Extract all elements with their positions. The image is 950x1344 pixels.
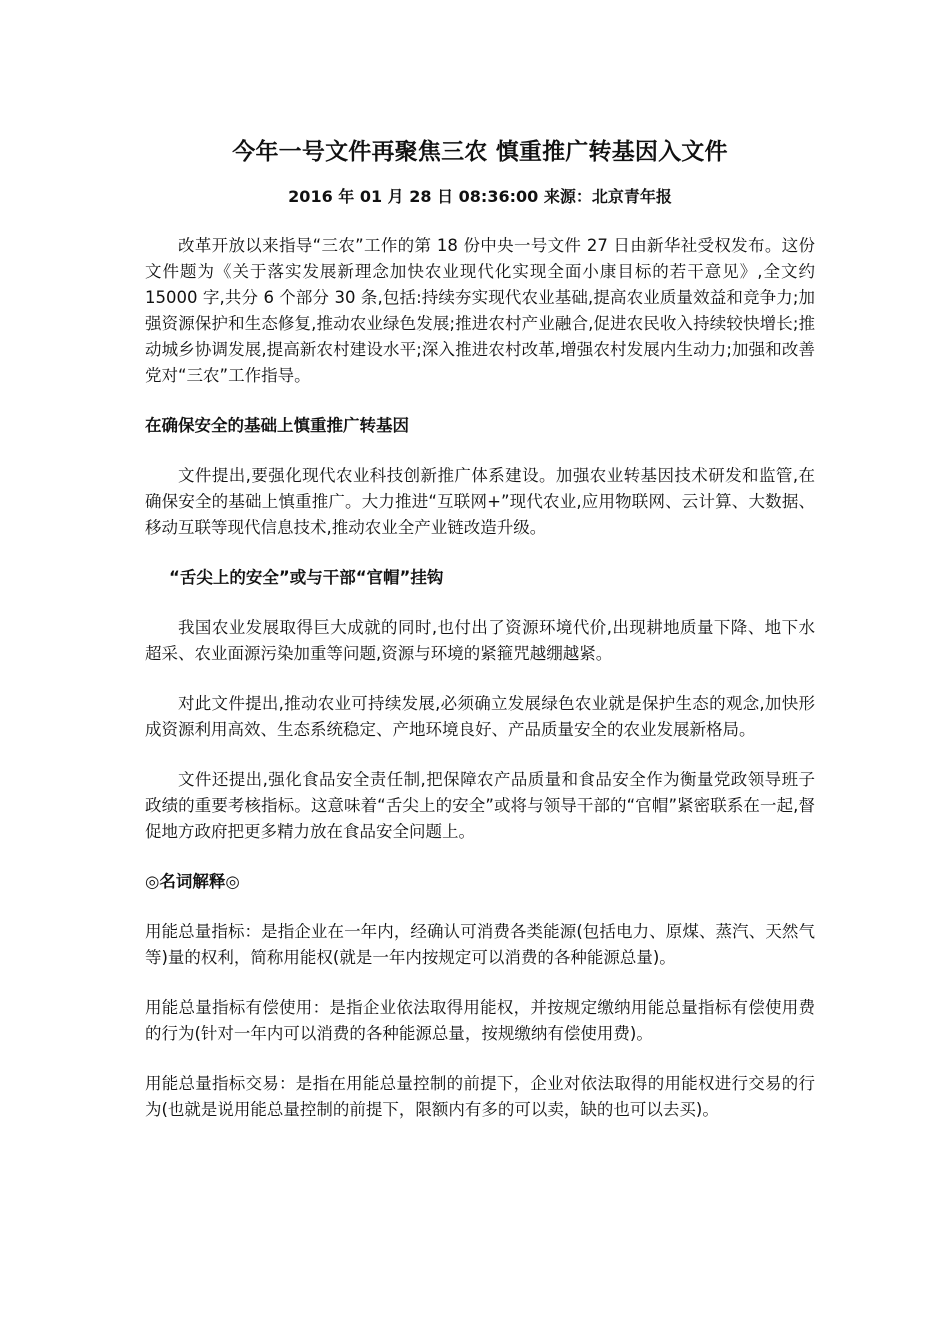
article-body xyxy=(145,135,815,1123)
section-heading-gmo: 在确保安全的基础上慎重推广转基因 xyxy=(145,416,409,435)
article-title: 今年一号文件再聚焦三农 慎重推广转基因入文件 xyxy=(232,139,728,165)
food-safety-paragraph-1: 我国农业发展取得巨大成就的同时,也付出了资源环境代价,出现耕地质量下降、地下水超采、农业面源污染加重等问题,资源与环境的紧箍咒越绷越紧。 xyxy=(145,618,815,663)
glossary-entry-paid-use: 用能总量指标有偿使用：是指企业依法取得用能权，并按规定缴纳用能总量指标有偿使用费的行为(针对一年内可以消费的各种能源总量，按规缴纳有偿使用费)。 xyxy=(145,998,815,1043)
glossary-heading: ◎名词解释◎ xyxy=(145,872,240,891)
article-dateline: 2016 年 01 月 28 日 08:36:00 来源：北京青年报 xyxy=(288,187,672,206)
intro-paragraph: 改革开放以来指导“三农”工作的第 18 份中央一号文件 27 日由新华社受权发布。这份文件题为《关于落实发展新理念加快农业现代化实现全面小康目标的若干意见》,全文约 15000 字,共分 6 个部分 30 条,包括:持续夯实现代农业基础,提高农业质量效益和竞争力;加强资源保护和生态修复,推动农业绿色发展;推进农村产业融合,促进农民收入持续较快增长;推动城乡协调发展,提高新农村建设水平;深入推进农村改革,增强农村发展内生动力;加强和改善党对“三农”工作指导。 xyxy=(145,236,815,385)
section-heading-food-safety: “舌尖上的安全”或与干部“官帽”挂钩 xyxy=(169,568,444,587)
food-safety-paragraph-3: 文件还提出,强化食品安全责任制,把保障农产品质量和食品安全作为衡量党政领导班子政绩的重要考核指标。这意味着“舌尖上的安全”或将与领导干部的“官帽”紧密联系在一起,督促地方政府把更多精力放在食品安全问题上。 xyxy=(145,770,815,841)
section-gmo-paragraph: 文件提出,要强化现代农业科技创新推广体系建设。加强农业转基因技术研发和监管,在确保安全的基础上慎重推广。大力推进“互联网+”现代农业,应用物联网、云计算、大数据、移动互联等现代信息技术,推动农业全产业链改造升级。 xyxy=(145,466,815,537)
glossary-entry-trading: 用能总量指标交易：是指在用能总量控制的前提下，企业对依法取得的用能权进行交易的行为(也就是说用能总量控制的前提下，限额内有多的可以卖，缺的也可以去买)。 xyxy=(145,1074,815,1119)
glossary-entry-energy-quota: 用能总量指标：是指企业在一年内，经确认可消费各类能源(包括电力、原煤、蒸汽、天然气等)量的权利，简称用能权(就是一年内按规定可以消费的各种能源总量)。 xyxy=(145,922,815,967)
food-safety-paragraph-2: 对此文件提出,推动农业可持续发展,必须确立发展绿色农业就是保护生态的观念,加快形成资源利用高效、生态系统稳定、产地环境良好、产品质量安全的农业发展新格局。 xyxy=(145,694,815,739)
